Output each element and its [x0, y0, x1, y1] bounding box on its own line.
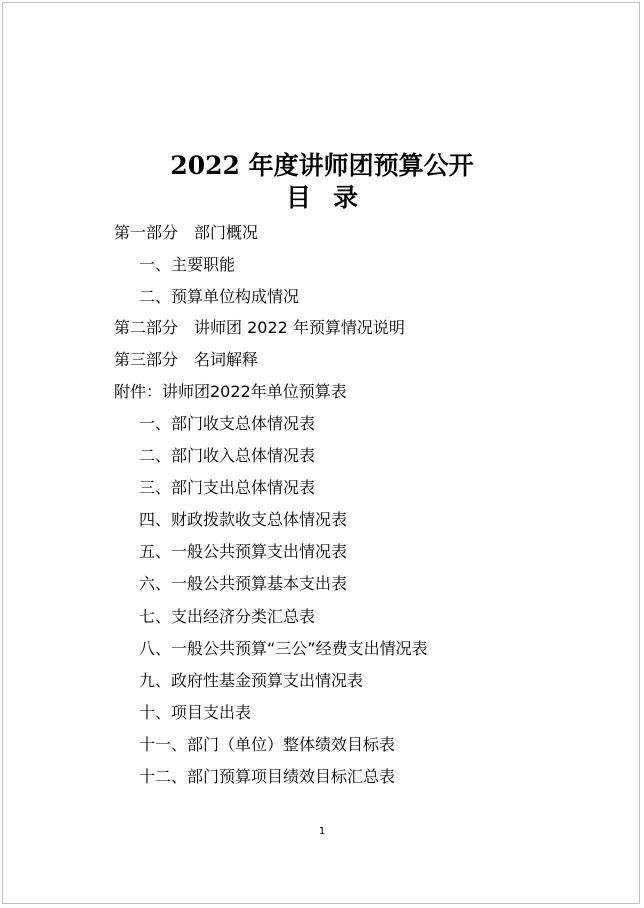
toc-item: 十、项目支出表 [139, 703, 252, 722]
toc-item: 三、部门支出总体情况表 [139, 478, 316, 497]
toc-item: 六、一般公共预算基本支出表 [139, 574, 348, 593]
toc-item: 十二、部门预算项目绩效目标汇总表 [139, 767, 396, 786]
document-title: 2022 年度讲师团预算公开 [170, 151, 474, 180]
toc-item: 十一、部门（单位）整体绩效目标表 [139, 735, 396, 754]
page-number: 1 [318, 826, 326, 837]
toc-item: 九、政府性基金预算支出情况表 [139, 671, 364, 690]
toc-item: 四、财政拨款收支总体情况表 [139, 510, 348, 529]
toc-item: 第三部分 名词解释 [114, 350, 259, 369]
toc-item: 二、部门收入总体情况表 [139, 446, 316, 465]
toc-item: 一、主要职能 [139, 255, 236, 274]
toc-item: 第二部分 讲师团 2022 年预算情况说明 [114, 318, 405, 337]
document-subtitle: 目录 [285, 183, 380, 212]
toc-item: 附件：讲师团2022年单位预算表 [114, 382, 347, 401]
toc-item: 二、预算单位构成情况 [139, 287, 300, 306]
toc-item: 八、一般公共预算“三公”经费支出情况表 [139, 639, 428, 658]
toc-item: 七、支出经济分类汇总表 [139, 607, 316, 626]
toc-item: 五、一般公共预算支出情况表 [139, 542, 348, 561]
toc-item: 一、部门收支总体情况表 [139, 414, 316, 433]
toc-item: 第一部分 部门概况 [114, 223, 259, 242]
